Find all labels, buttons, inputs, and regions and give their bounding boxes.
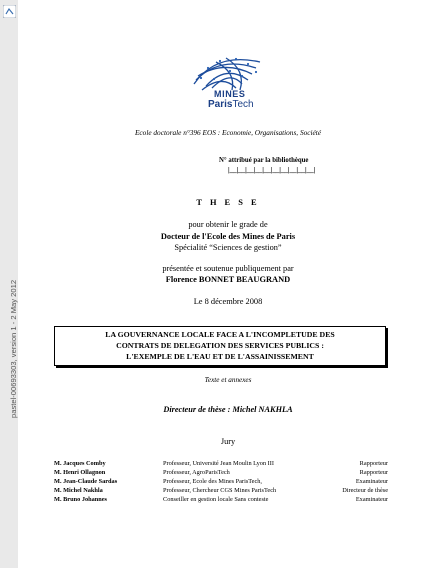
jury-member-title: Conseiller en gestion locale Sans conteste: [163, 496, 269, 503]
logo-text-paristech: ParisTech: [208, 99, 254, 110]
jury-member-name: M. Jean-Claude Sardas: [54, 478, 118, 485]
degree-name: Docteur de l'Ecole des Mines de Paris: [160, 232, 296, 241]
thesis-title-box: [54, 326, 386, 366]
library-number-label: N° attribué par la bibliothèque: [219, 157, 309, 164]
jury-heading: Jury: [220, 437, 236, 446]
jury-member-title: Professeur, Université Jean Moulin Lyon III: [163, 460, 274, 467]
author-name: Florence BONNET BEAUGRAND: [165, 275, 291, 284]
jury-member-role: Rapporteur: [359, 469, 388, 476]
jury-member-name: M. Jacques Comby: [54, 460, 106, 467]
hal-logo-icon: [3, 5, 16, 18]
jury-list: [54, 460, 388, 505]
doctoral-school: Ecole doctorale n°396 EOS : Economie, Organisations, Société: [134, 128, 322, 137]
jury-row: [54, 487, 388, 496]
presented-by-label: présentée et soutenue publiquement par: [162, 264, 294, 273]
archive-sidebar: [0, 0, 18, 568]
degree-intro: pour obtenir le grade de: [188, 220, 268, 229]
jury-member-role: Rapporteur: [359, 460, 388, 467]
jury-row: [54, 460, 388, 469]
archive-stamp: pastel-00693303, version 1 - 2 May 2012: [9, 279, 18, 418]
jury-member-title: Professeur, Chercheur CGS Mines ParisTech: [163, 487, 277, 494]
jury-row: [54, 469, 388, 478]
jury-row: [54, 496, 388, 505]
jury-member-name: M. Henri Ollagnon: [54, 469, 106, 476]
library-number-boxes: |__|__|__|__|__|__|__|__|__|__|: [228, 165, 315, 174]
mines-paristech-logo: [186, 46, 270, 128]
thesis-title-line: CONTRATS DE DELEGATION DES SERVICES PUBLICS :: [116, 341, 324, 350]
text-and-annexes: Texte et annexes: [204, 376, 252, 384]
jury-member-title: Professeur, Ecole des Mines ParisTech,: [163, 478, 262, 485]
jury-member-name: M. Bruno Johannes: [54, 496, 108, 503]
jury-member-name: M. Michel Nakhla: [54, 487, 103, 494]
jury-row: [54, 478, 388, 487]
defense-date: Le 8 décembre 2008: [193, 297, 263, 306]
these-heading: T H E S E: [196, 198, 260, 207]
specialty: Spécialité “Sciences de gestion”: [174, 243, 282, 252]
jury-member-role: Examinateur: [355, 478, 388, 485]
jury-member-title: Professeur, AgroParisTech: [163, 469, 230, 476]
thesis-director: Directeur de thèse : Michel NAKHLA: [163, 405, 293, 414]
jury-member-role: Directeur de thèse: [342, 487, 388, 494]
logo-text-mines: MINES: [214, 89, 246, 99]
thesis-title-line: L'EXEMPLE DE L'EAU ET DE L'ASSAINISSEMENT: [126, 352, 314, 361]
jury-member-role: Examinateur: [355, 496, 388, 503]
thesis-title-line: LA GOUVERNANCE LOCALE FACE A L'INCOMPLETUDE DES: [105, 330, 335, 339]
